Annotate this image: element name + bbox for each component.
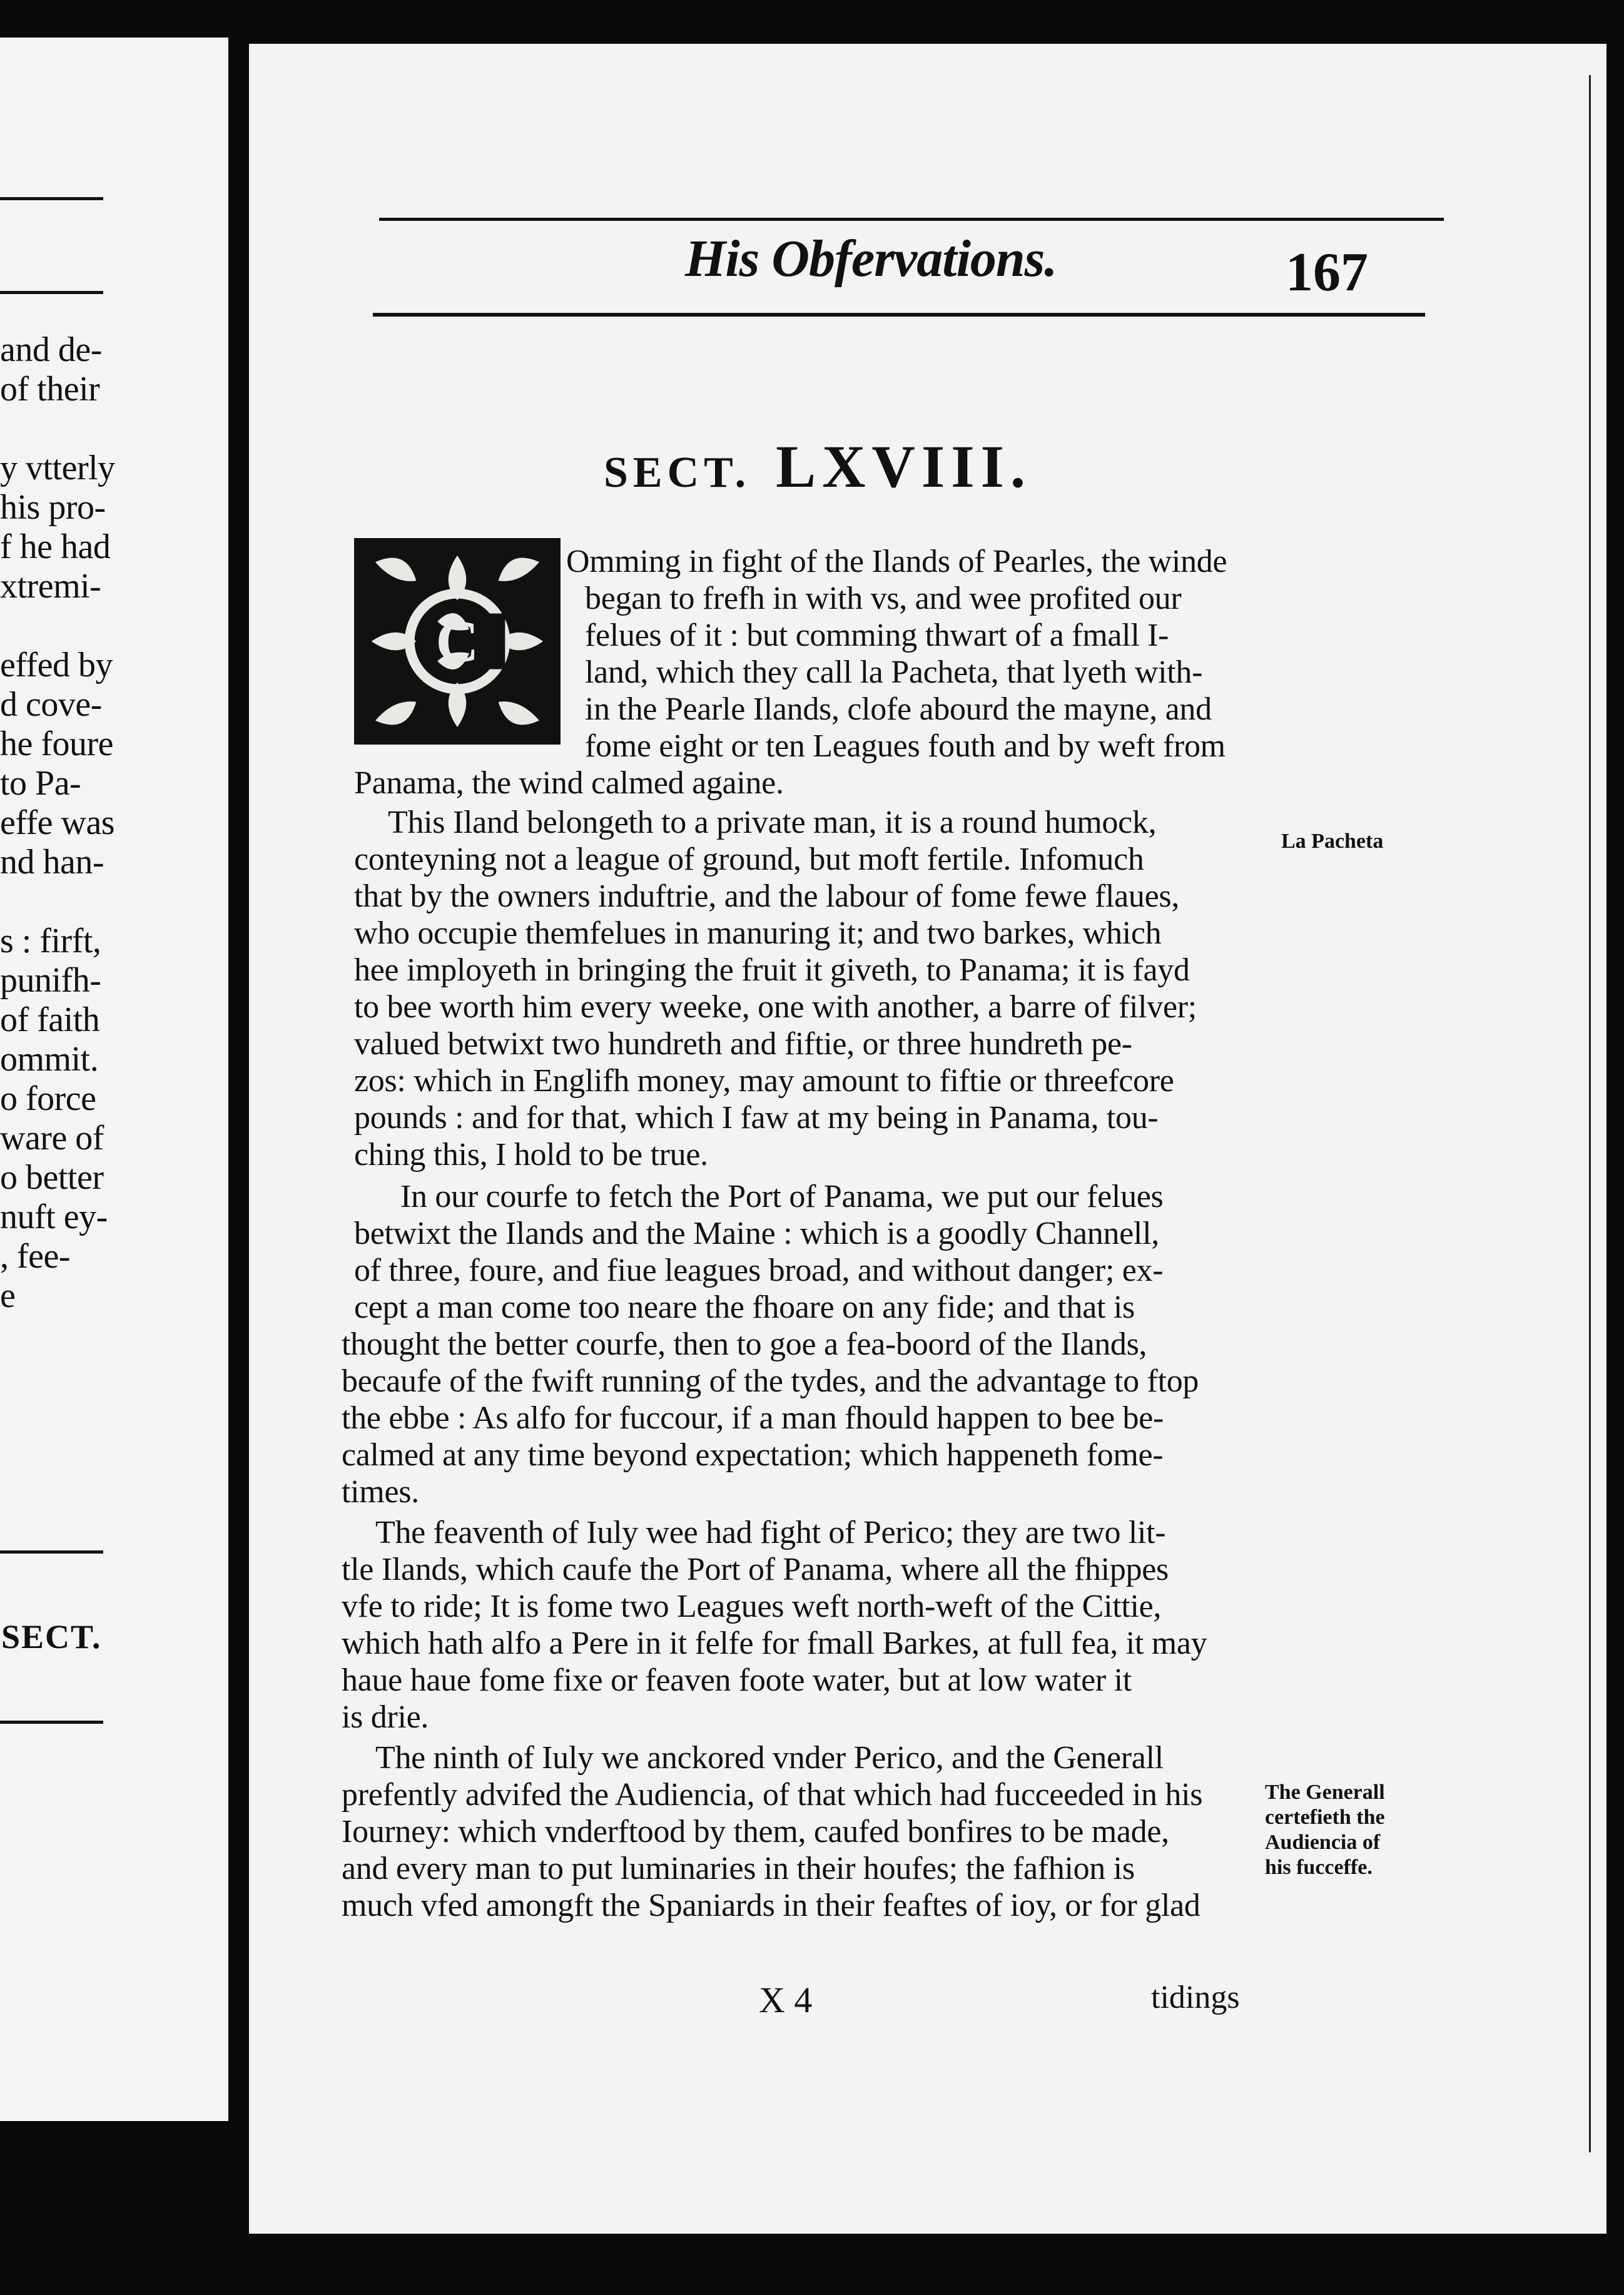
- body-text-line: fome eight or ten Leagues fouth and by weft from: [585, 728, 1226, 764]
- left-page-text-fragment: nd han-: [0, 843, 104, 882]
- body-text-line: land, which they call la Pacheta, that lyeth with-: [585, 654, 1203, 690]
- body-text-line: much vfed amongft the Spaniards in their feaftes of ioy, or for glad: [342, 1888, 1200, 1923]
- body-text-line: The ninth of Iuly we anckored vnder Perico, and the Generall: [375, 1740, 1164, 1776]
- body-text-line: In our courfe to fetch the Port of Panama, we put our felues: [400, 1179, 1164, 1214]
- body-text-line: pounds : and for that, which I faw at my being in Panama, tou-: [354, 1100, 1159, 1136]
- body-text-line: began to frefh in with vs, and wee profited our: [585, 581, 1182, 616]
- body-text-line: becaufe of the fwift running of the tydes, and the advantage to ftop: [342, 1363, 1199, 1399]
- body-text-line: The feaventh of Iuly wee had fight of Perico; they are two lit-: [375, 1515, 1166, 1550]
- page-edge-shadow: [1589, 75, 1591, 2152]
- margin-note: [1281, 829, 1383, 854]
- body-text-line: thought the better courfe, then to goe a fea-boord of the Ilands,: [342, 1326, 1147, 1362]
- drop-cap-ornament-icon: [358, 542, 557, 741]
- body-text-line: which hath alfo a Pere in it felfe for fmall Barkes, at full fea, it may: [342, 1626, 1207, 1661]
- left-page-text-fragment: of their: [0, 370, 100, 409]
- margin-note-line: Audiencia of: [1265, 1831, 1381, 1854]
- left-page-rule-lower: [0, 1550, 103, 1554]
- body-text-line: tle Ilands, which caufe the Port of Panama, where all the fhippes: [342, 1552, 1169, 1587]
- left-page-text-fragment: s : firft,: [0, 922, 101, 960]
- body-text-line: haue haue fome fixe or feaven foote water, but at low water it: [342, 1662, 1132, 1698]
- body-text-line: cept a man come too neare the fhoare on any fide; and that is: [354, 1290, 1135, 1325]
- section-title: [604, 432, 1032, 501]
- left-page-text-fragment: effe was: [0, 803, 115, 842]
- left-page-text-fragment: , fee-: [0, 1237, 71, 1276]
- left-page-text-fragment: he foure: [0, 725, 114, 763]
- body-text-line: felues of it : but comming thwart of a fmall I-: [585, 618, 1169, 653]
- margin-note-line: La Pacheta: [1281, 830, 1384, 853]
- left-page-text-fragment: xtremi-: [0, 567, 101, 606]
- catchword: tidings: [1151, 1980, 1240, 2015]
- body-text-line: prefently advifed the Audiencia, of that which had fucceeded in his: [342, 1777, 1203, 1813]
- body-text-line: of three, foure, and fiue leagues broad, and without danger; ex-: [354, 1253, 1164, 1288]
- left-page-text-fragment: and de-: [0, 330, 102, 369]
- left-page-text-fragment: o better: [0, 1158, 104, 1197]
- left-page-text-fragment: his pro-: [0, 488, 106, 527]
- section-numeral: LXVIII.: [776, 433, 1032, 500]
- body-text-line: the ebbe : As alfo for fuccour, if a man fhould happen to bee be-: [342, 1400, 1164, 1436]
- left-page-text-fragment: d cove-: [0, 685, 102, 724]
- margin-note: [1265, 1780, 1385, 1880]
- body-text-line: hee imployeth in bringing the fruit it giveth, to Panama; it is fayd: [354, 952, 1190, 988]
- left-page-text-fragment: punifh-: [0, 961, 101, 1000]
- header-rule-bottom: [373, 313, 1425, 317]
- margin-note-line: certefieth the: [1265, 1806, 1385, 1829]
- page-number: 167: [1286, 242, 1368, 303]
- running-head-title: His Obfervations.: [685, 230, 1057, 288]
- body-text-line: calmed at any time beyond expectation; which happeneth fome-: [342, 1437, 1164, 1473]
- body-text-line: times.: [342, 1474, 419, 1510]
- body-text-line: who occupie themfelues in manuring it; and two barkes, which: [354, 915, 1162, 951]
- left-page-text-fragment: ware of: [0, 1119, 104, 1158]
- left-page-section-fragment: SECT.: [1, 1618, 102, 1656]
- left-page-text-fragment: of faith: [0, 1000, 100, 1039]
- margin-note-line: his fucceffe.: [1265, 1856, 1373, 1879]
- body-text-line: that by the owners induftrie, and the labour of fome fewe flaues,: [354, 878, 1180, 914]
- left-page-text-fragment: f he had: [0, 527, 111, 566]
- left-page-text-fragment: to Pa-: [0, 764, 81, 803]
- left-page-rule: [0, 291, 103, 294]
- left-page-text-fragment: nuft ey-: [0, 1198, 108, 1236]
- body-text-line: betwixt the Ilands and the Maine : which is a goodly Channell,: [354, 1216, 1159, 1251]
- body-text-line: in the Pearle Ilands, clofe abourd the mayne, and: [585, 691, 1212, 727]
- body-text-line: ching this, I hold to be true.: [354, 1137, 708, 1173]
- left-page-rule-bottom: [0, 1721, 103, 1724]
- ornamental-drop-cap: [354, 538, 561, 745]
- left-page-text-fragment: ommit.: [0, 1040, 99, 1079]
- left-page-text-fragment: e: [0, 1276, 16, 1315]
- section-word: SECT.: [604, 449, 751, 497]
- left-page-text-fragment: y vtterly: [0, 449, 115, 487]
- left-page-rule-top: [0, 197, 103, 200]
- body-text-line: and every man to put luminaries in their houfes; the fafhion is: [342, 1851, 1135, 1886]
- body-text-line: zos: which in Englifh money, may amount to fiftie or threefcore: [354, 1063, 1174, 1099]
- left-page-text-fragment: o force: [0, 1079, 96, 1118]
- body-text-line: conteyning not a league of ground, but moft fertile. Infomuch: [354, 842, 1144, 877]
- drop-cap-letter: C: [435, 608, 479, 674]
- signature-mark: X 4: [759, 1980, 813, 2020]
- body-text-line: Iourney: which vnderftood by them, caufed bonfires to be made,: [342, 1814, 1169, 1850]
- body-text-line: Panama, the wind calmed againe.: [354, 765, 784, 801]
- header-rule-top: [379, 218, 1444, 221]
- body-text-line: vfe to ride; It is fome two Leagues weft north-weft of the Cittie,: [342, 1589, 1162, 1624]
- body-text-line: valued betwixt two hundreth and fiftie, or three hundreth pe-: [354, 1026, 1132, 1062]
- body-text-line: to bee worth him every weeke, one with another, a barre of filver;: [354, 989, 1197, 1025]
- body-text-line: This Iland belongeth to a private man, it is a round humock,: [388, 805, 1157, 840]
- left-page-text-fragment: effed by: [0, 646, 113, 684]
- body-text-line: Omming in fight of the Ilands of Pearles, the winde: [566, 544, 1227, 579]
- body-text-line: is drie.: [342, 1699, 429, 1735]
- margin-note-line: The Generall: [1265, 1781, 1385, 1804]
- left-facing-page: [0, 38, 228, 2121]
